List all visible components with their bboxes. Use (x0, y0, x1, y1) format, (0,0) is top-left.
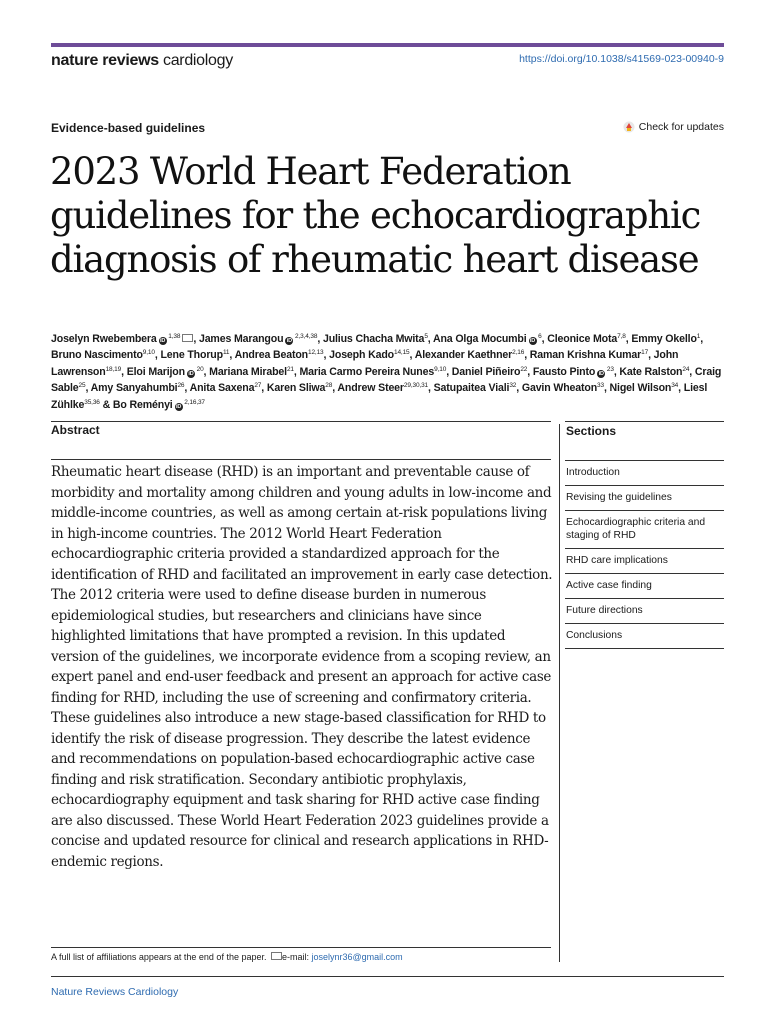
author-name: Joseph Kado (329, 349, 394, 362)
author[interactable] (631, 333, 700, 345)
affiliation-superscript: 28 (325, 382, 333, 390)
author-name: Joselyn Rwebembera (51, 333, 157, 345)
affiliation-superscript: 9,10 (142, 349, 155, 357)
author[interactable] (235, 349, 324, 361)
author-list: Joselyn Rwebembera iD $^{1,38}$ , James Marangou iD $^{2,3,4,38}$, Julius Chacha Mwita$^5$, Ana Olga Mocumbi iD $^6$, Cleonice Mota$^{7,8}$, Emmy Okello$^1$, Bruno Nascimento$^{9,10}$, Lene Thorup$^{11}$, Andrea Beaton$^{12,13}$, Joseph Kado$^{14,15}$, Alexander Kaethner$^{2,16}$, Raman Krishna Kumar$^{17}$, John Lawrenson$^{18,19}$, Eloi Marijon iD $^{20}$, Mariana Mirabel$^{21}$, Maria Carmo Pereira Nunes$^{9,10}$, Daniel Piñeiro$^{22}$, Fausto Pinto iD $^{23}$, Kate Ralston$^{24}$, Craig Sable$^{25}$, Amy Sanyahumbi$^{26}$, Anita Saxena$^{27}$, Karen Sliwa$^{28}$, Andrew Steer$^{29,30,31}$, Satupaitea Viali$^{32}$, Gavin Wheaton$^{33}$, Nigel Wilson$^{34}$, Liesl Zühlke$^{35,36}$ & Bo Reményi iD $^{2,16,37}$ (51, 333, 722, 411)
article-title: 2023 World Heart Federation guidelines for the echocardiographic diagnosis of rheumatic heart disease (50, 150, 701, 281)
author[interactable] (329, 349, 409, 361)
affiliation-superscript: 29,30,31 (403, 382, 429, 390)
footer-rule (51, 976, 724, 977)
abstract-rule-top (51, 421, 551, 422)
author[interactable] (323, 333, 428, 345)
author[interactable] (300, 366, 447, 378)
envelope-icon (271, 952, 282, 960)
brand-light: cardiology (158, 52, 233, 69)
author-name: Amy Sanyahumbi (90, 382, 178, 395)
author-name: Gavin Wheaton (521, 382, 598, 395)
author[interactable] (51, 333, 193, 345)
author[interactable] (452, 366, 527, 378)
author-name: Alexander Kaethner (414, 349, 513, 362)
journal-brand[interactable] (51, 51, 233, 71)
author[interactable] (530, 349, 648, 361)
check-updates-label: Check for updates (638, 121, 724, 133)
affiliations-footnote (51, 952, 403, 962)
author-name: Maria Carmo Pereira Nunes (299, 365, 435, 378)
author-name: Mariana Mirabel (209, 365, 287, 378)
affiliation-superscript: 23 (605, 365, 614, 373)
brand-bold: nature reviews (51, 52, 159, 69)
section-link-future[interactable]: Future directions (565, 598, 724, 623)
abstract-heading: Abstract (51, 423, 100, 437)
affiliation-superscript: 2,16,37 (182, 398, 205, 406)
affiliation-superscript: 12,13 (308, 349, 324, 357)
author-name: Ana Olga Mocumbi (432, 333, 527, 345)
affiliation-superscript: 1,38 (166, 333, 181, 340)
check-updates-button[interactable] (623, 121, 724, 133)
affiliation-superscript: 20 (194, 365, 204, 373)
affiliation-superscript: 34 (671, 382, 679, 390)
footnote-text: A full list of affiliations appears at the end of the paper. (51, 952, 269, 962)
orcid-icon[interactable]: iD (286, 338, 292, 344)
author[interactable] (267, 382, 332, 394)
sections-rule-top (565, 421, 724, 422)
author[interactable] (113, 399, 205, 411)
author-name: Raman Krishna Kumar (529, 349, 642, 362)
author[interactable] (415, 349, 524, 361)
author-name: Emmy Okello (631, 333, 697, 345)
author[interactable] (610, 382, 679, 394)
author-name: Karen Sliwa (266, 382, 326, 395)
author-name: Julius Chacha Mwita (322, 333, 425, 345)
affiliation-superscript: 21 (286, 365, 294, 373)
author-name: Anita Saxena (189, 382, 255, 395)
author-name: Nigel Wilson (609, 382, 672, 395)
author[interactable] (533, 366, 614, 378)
section-link-revising[interactable]: Revising the guidelines (565, 485, 724, 510)
check-updates-icon (623, 121, 635, 133)
author-name: Lene Thorup (160, 349, 223, 362)
author[interactable] (434, 382, 517, 394)
affiliation-superscript: 1 (696, 333, 701, 340)
author[interactable] (51, 349, 155, 361)
author-name: Craig Sable (51, 365, 722, 395)
author-name: Cleonice Mota (547, 333, 618, 345)
article-type: Evidence-based guidelines (51, 121, 206, 135)
author[interactable] (190, 382, 262, 394)
orcid-icon[interactable]: iD (160, 338, 166, 344)
section-link-introduction[interactable]: Introduction (565, 460, 724, 485)
orcid-icon[interactable]: iD (529, 338, 536, 344)
author-name: Eloi Marijon (126, 365, 185, 378)
author[interactable] (160, 349, 229, 361)
author-name: John Lawrenson (51, 349, 679, 378)
abstract-rule (51, 459, 551, 460)
author-name: Liesl Zühlke (51, 382, 708, 411)
affiliation-superscript: 33 (597, 382, 604, 390)
section-link-criteria[interactable]: Echocardiographic criteria and staging of RHD (565, 510, 724, 548)
affiliation-superscript: 6 (536, 333, 542, 340)
author-name: Andrew Steer (337, 382, 404, 395)
orcid-icon[interactable]: iD (188, 370, 194, 377)
sections-nav (565, 460, 724, 649)
email-label: e-mail: (281, 952, 312, 962)
affiliation-superscript: 26 (177, 382, 185, 390)
author[interactable] (522, 382, 604, 394)
section-link-care[interactable]: RHD care implications (565, 548, 724, 573)
author-name: Andrea Beaton (234, 349, 308, 362)
doi-link[interactable]: https://doi.org/10.1038/s41569-023-00940-9 (519, 53, 724, 65)
section-link-active-case[interactable]: Active case finding (565, 573, 724, 598)
author[interactable] (199, 333, 317, 345)
author[interactable] (209, 366, 294, 378)
orcid-icon[interactable]: iD (176, 403, 182, 410)
affiliation-superscript: 18,19 (105, 365, 122, 373)
email-link[interactable]: joselynr36@gmail.com (311, 952, 403, 962)
affiliation-superscript: 7,8 (617, 333, 626, 340)
footnote-rule (51, 947, 551, 948)
author-name: Bruno Nascimento (51, 349, 143, 362)
affiliation-superscript: 11 (222, 349, 230, 357)
author[interactable] (91, 382, 185, 394)
author[interactable] (127, 366, 204, 378)
orcid-icon[interactable]: iD (598, 370, 604, 377)
sections-heading: Sections (566, 424, 617, 438)
author-name: Daniel Piñeiro (451, 365, 521, 378)
section-link-conclusions[interactable]: Conclusions (565, 623, 724, 649)
author-name: James Marangou (198, 333, 284, 345)
author-name: Kate Ralston (619, 365, 683, 378)
affiliation-superscript: 14,15 (394, 349, 410, 357)
affiliation-superscript: 17 (641, 349, 649, 357)
affiliation-superscript: 9,10 (434, 365, 447, 373)
author[interactable] (547, 333, 625, 345)
column-divider (559, 424, 560, 962)
author[interactable] (619, 366, 689, 378)
author-name: Fausto Pinto (532, 365, 596, 378)
affiliation-superscript: 27 (254, 382, 262, 390)
affiliation-superscript: 25 (78, 382, 86, 390)
affiliation-superscript: 32 (509, 382, 517, 390)
author-name: Bo Reményi (112, 398, 173, 411)
affiliation-superscript: 2,3,4,38 (293, 333, 318, 340)
envelope-icon[interactable] (182, 334, 193, 342)
author[interactable] (433, 333, 542, 345)
author-name: Satupaitea Viali (433, 382, 510, 395)
affiliation-superscript: 5 (424, 333, 428, 340)
header-rule (51, 43, 724, 47)
author[interactable] (337, 382, 428, 394)
affiliation-superscript: 24 (682, 365, 690, 373)
abstract-text: Rheumatic heart disease (RHD) is an important and preventable cause of morbidity and mortality among children and young adults in low-income and middle-income countries, as well as among certain at-risk populations living in high-income countries. The 2012 World Heart Federation echocardiographic criteria provided a standardized approach for the identification of RHD and facilitated an improvement in early case detection. The 2012 criteria were used to define disease burden in numerous epidemiological studies, but researchers and clinicians have since highlighted limitations that have prompted a revision. In this updated version of the guidelines, we incorporate evidence from a scoping review, an expert panel and end-user feedback and present an approach for active case finding for RHD, including the use of screening and confirmatory criteria. These guidelines also introduce a new stage-based classification for RHD to identify the risk of disease progression. They describe the latest evidence and recommendations on population-based echocardiographic active case finding and risk stratification. Secondary antibiotic prophylaxis, echocardiography equipment and task sharing for RHD active case finding are also discussed. These World Heart Federation 2023 guidelines provide a concise and updated resource for clinical and research applications in RHD-endemic regions. (51, 464, 553, 870)
footer-journal-name: Nature Reviews Cardiology (51, 986, 179, 998)
affiliation-superscript: 35,36 (84, 398, 100, 406)
affiliation-superscript: 2,16 (512, 349, 525, 357)
affiliation-superscript: 22 (520, 365, 528, 373)
